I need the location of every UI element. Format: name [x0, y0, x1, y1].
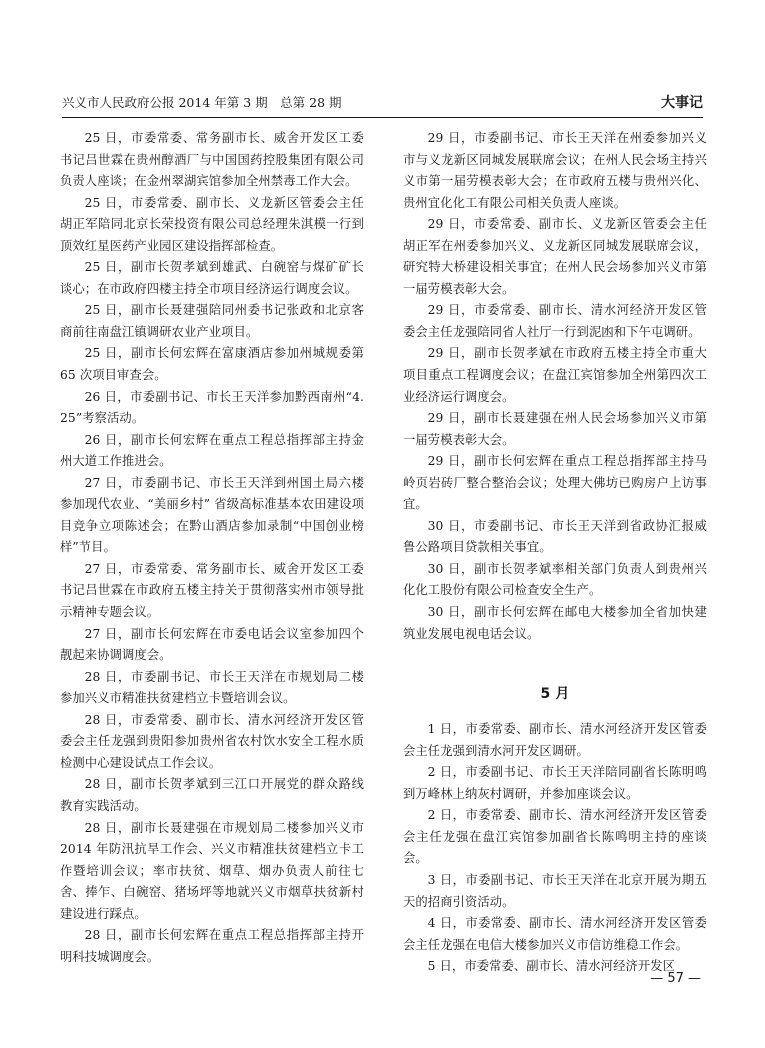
month-heading-may: 5 月 — [540, 686, 570, 703]
event-entry: 29 日，副市长何宏辉在重点工程总指挥部主持马岭页岩砖厂整合整治会议；处理大佛坊已购房户上访事宜。 — [403, 454, 707, 512]
header-rule — [62, 117, 703, 118]
page-number: — 57 — — [650, 971, 701, 986]
event-entry: 29 日，市委常委、副市长、义龙新区管委会主任胡正军在州委参加兴义、义龙新区同城发展联席会议，研究特大桥建设相关事宜；在州人民会场参加兴义市第一届劳模表彰大会。 — [403, 217, 707, 296]
event-entry: 26 日，市委副书记、市长王天洋参加黔西南州“4.25”考察活动。 — [60, 389, 364, 426]
event-entry: 29 日，副市长聂建强在州人民会场参加兴义市第一届劳模表彰大会。 — [403, 411, 707, 447]
event-entry: 28 日，市委副书记、市长王天洋在市规划局二楼参加兴义市精准扶贫建档立卡暨培训会议。 — [60, 669, 364, 706]
event-entry: 28 日，市委常委、副市长、清水河经济开发区管委会主任龙强到贵阳参加贵州省农村饮水安全工程水质检测中心建设试点工作会议。 — [60, 712, 364, 770]
event-entry: 29 日，市委副书记、市长王天洋在州委参加兴义市与义龙新区同城发展联席会议；在州人民会场主持兴义市第一届劳模表彰大会；在市政府五楼与贵州兴化、贵州宜化化工有限公司相关负责人座谈。 — [403, 131, 707, 210]
event-entry: 30 日，市委副书记、市长王天洋到省政协汇报威鲁公路项目贷款相关事宜。 — [403, 518, 707, 555]
running-header — [62, 92, 703, 114]
event-entry: 30 日，副市长贺孝斌率相关部门负责人到贵州兴化化工股份有限公司检查安全生产。 — [403, 561, 707, 598]
section-label: 大事记 — [661, 95, 703, 111]
event-entry: 4 日，市委常委、副市长、清水河经济开发区管委会主任龙强在电信大楼参加兴义市信访维稳工作会。 — [403, 916, 707, 952]
event-entry: 26 日，副市长何宏辉在重点工程总指挥部主持金州大道工作推进会。 — [60, 432, 364, 469]
right-column — [403, 128, 707, 978]
left-column — [60, 128, 364, 968]
event-entry: 29 日，市委常委、副市长、清水河经济开发区管委会主任龙强陪同省人社厅一行到泥凼和下午屯调研。 — [403, 303, 707, 339]
event-entry: 28 日，副市长贺孝斌到三江口开展党的群众路线教育实践活动。 — [60, 777, 364, 813]
event-entry: 3 日，市委副书记、市长王天洋在北京开展为期五天的招商引资活动。 — [403, 872, 707, 909]
journal-title: 兴义市人民政府公报 2014 年第 3 期 总第 28 期 — [62, 95, 342, 110]
event-entry: 1 日，市委常委、副市长、清水河经济开发区管委会主任龙强到清水河开发区调研。 — [403, 722, 707, 758]
event-entry: 27 日，市委副书记、市长王天洋到州国土局六楼参加现代农业、“美丽乡村” 省级高标准基本农田建设项目竞争立项陈述会；在黔山酒店参加录制“中国创业榜样”节目。 — [60, 475, 364, 555]
event-entry: 28 日，副市长何宏辉在重点工程总指挥部主持开明科技城调度会。 — [60, 928, 364, 964]
event-entry: 25 日，副市长贺孝斌到雄武、白碗窑与煤矿矿长谈心；在市政府四楼主持全市项目经济运行调度会议。 — [60, 260, 364, 296]
event-entry: 25 日，副市长何宏辉在富康酒店参加州城规委第 65 次项目审查会。 — [60, 346, 364, 383]
event-entry: 2 日，市委常委、副市长、清水河经济开发区管委会主任龙强在盘江宾馆参加副省长陈鸣明主持的座谈会。 — [403, 808, 707, 866]
event-entry: 25 日，市委常委、常务副市长、威舍开发区工委书记吕世霖在贵州醇酒厂与中国国药控股集团有限公司负责人座谈；在金州翠湖宾馆参加全州禁毒工作大会。 — [60, 131, 364, 189]
event-entry: 25 日，副市长聂建强陪同州委书记张政和北京客商前往南盘江镇调研农业产业项目。 — [60, 303, 364, 339]
event-entry: 2 日，市委副书记、市长王天洋陪同副省长陈明鸣到万峰林上纳灰村调研，并参加座谈会议。 — [403, 765, 707, 801]
event-entry: 29 日，副市长贺孝斌在市政府五楼主持全市重大项目重点工程调度会议；在盘江宾馆参加全州第四次工业经济运行调度会。 — [403, 346, 707, 404]
event-entry: 27 日，市委常委、常务副市长、威舍开发区工委书记吕世霖在市政府五楼主持关于贯彻落实州市领导批示精神专题会议。 — [60, 561, 364, 620]
event-entry: 27 日，副市长何宏辉在市委电话会议室参加四个靓起来协调调度会。 — [60, 626, 364, 663]
event-entry: 28 日，副市长聂建强在市规划局二楼参加兴义市 2014 年防汛抗旱工作会、兴义市精准扶贫建档立卡工作暨培训会议；率市扶贫、烟草、烟办负责人前往七舍、捧乍、白碗窑、猪场坪等地就兴义市烟草扶贫新村建设进行踩点。 — [60, 820, 364, 921]
event-entry: 30 日，副市长何宏辉在邮电大楼参加全省加快建筑业发展电视电话会议。 — [403, 605, 707, 641]
event-entry: 25 日，市委常委、副市长、义龙新区管委会主任胡正军陪同北京长荣投资有限公司总经理朱淇模一行到顶效红星医药产业园区建设指挥部检查。 — [60, 195, 364, 253]
event-entry: 5 日，市委常委、副市长、清水河经济开发区 — [427, 959, 676, 974]
